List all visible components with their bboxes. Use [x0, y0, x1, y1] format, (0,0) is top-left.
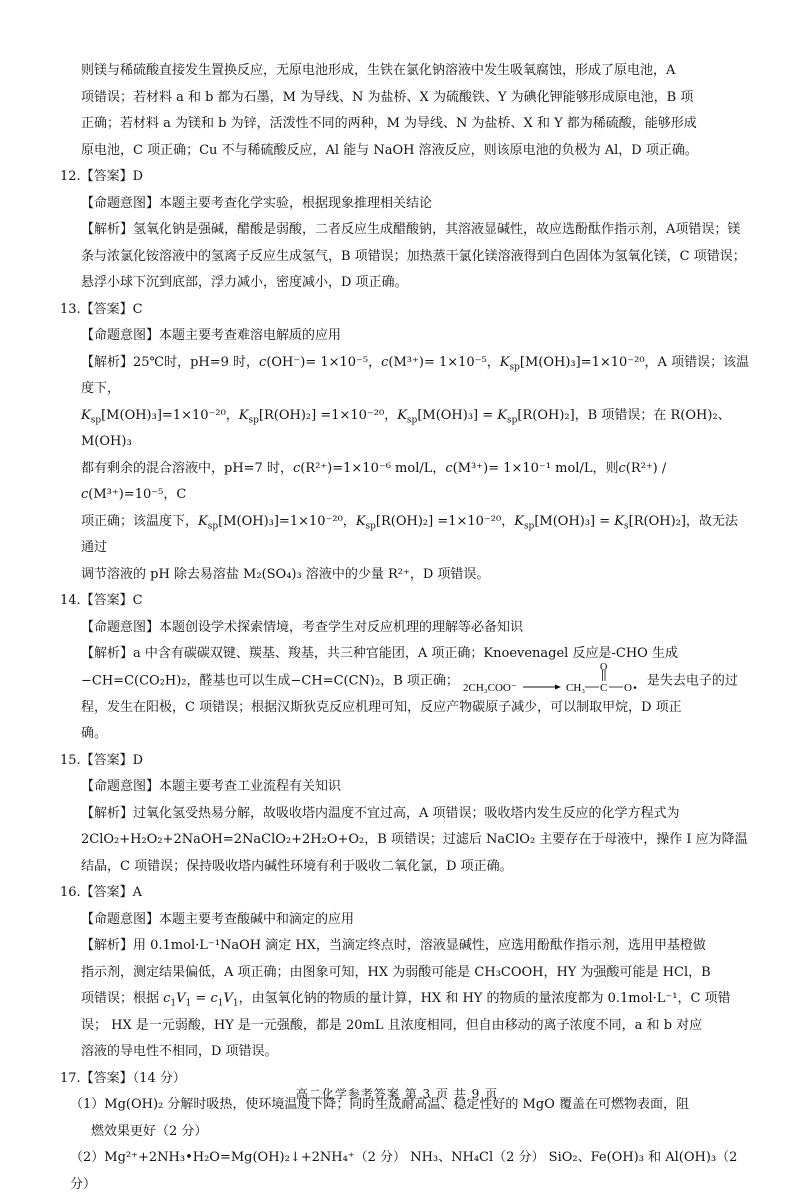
text-line: 原电池，C 项正确；Cu 不与稀硫酸反应，Al 能与 NaOH 溶液反应，则该原电池的负极为 Al，D 项正确。: [81, 142, 698, 158]
q12-intent: 【命题意图】本题主要考查化学实验，根据现象推理相关结论: [81, 195, 433, 211]
text-run: (R²⁺) /: [625, 460, 667, 476]
formula-ch3: CH₃: [565, 681, 586, 694]
symbol-sp: sp: [248, 415, 259, 426]
q13-intent: 【命题意图】本题主要考查难溶电解质的应用: [81, 328, 342, 343]
text-line: 正确；若材料 a 为镁和 b 为锌，活泼性不同的两种，M 为导线、N 为盐桥、X 和 Y 都为稀硫酸，能够形成: [81, 116, 697, 131]
text-line: 指示剂，测定结果偏低，A 项正确；由图象可知，HX 为弱酸可能是 CH₃COOH，HY 为强酸可能是 HCl，B: [81, 964, 711, 980]
text-line: 确。: [81, 726, 108, 741]
text-run: (R²⁺)=1×10⁻⁶ mol/L，: [300, 460, 446, 476]
text-line: 【解析】a 中含有碳碳双键、羰基、羧基，共三种官能团，A 项正确；Knoevenagel 反应是-CHO 生成: [81, 646, 678, 661]
symbol-c: c: [618, 460, 626, 476]
symbol-K: K: [238, 407, 249, 423]
symbol-V: V: [176, 991, 186, 1006]
text-run: (M³⁺)= 1×10⁻⁵，: [388, 354, 500, 370]
text-run: ，由氢氧化钠的物质的量计算，HX 和 HY 的物质的量浓度都为 0.1mol·L⁻¹，C 项错: [238, 991, 731, 1006]
q13-answer: 13.【答案】C: [60, 301, 143, 317]
text-run: (M³⁺)=10⁻⁵，C: [88, 487, 187, 502]
text-line: 程，发生在阳极，C 项错误；根据汉斯狄克反应机理可知，反应产物碳原子减少，可以制取甲烷，D 项正: [81, 699, 682, 715]
q17-answer: 17.【答案】（14 分）: [60, 1070, 186, 1086]
text-line: （1）Mg(OH)₂ 分解时吸热，使环境温度下降；同时生成耐高温、稳定性好的 MgO 覆盖在可燃物表面，阻: [70, 1097, 689, 1112]
q14-analysis: [60, 641, 750, 748]
symbol-s: s: [624, 521, 629, 532]
q17-part-2: （2）Mg²⁺+2NH₃•H₂O=Mg(OH)₂↓+2NH₄⁺（2 分） NH₃、NH₄Cl（2 分） SiO₂、Fe(OH)₃ 和 Al(OH)₃（2 分）: [70, 1150, 738, 1192]
symbol-K: K: [499, 354, 510, 370]
q11-analysis-tail: [60, 58, 750, 164]
symbol-sp: sp: [207, 521, 219, 532]
text-run: [R(OH)₂]，故无法通过: [81, 513, 738, 555]
symbol-c: c: [163, 991, 171, 1006]
symbol-K: K: [198, 513, 208, 529]
symbol-K: K: [497, 407, 507, 423]
symbol-c: c: [445, 460, 453, 476]
text-run: =: [191, 991, 211, 1006]
text-run: [M(OH)₃] =: [534, 513, 615, 529]
symbol-c: c: [81, 487, 89, 502]
text-line: [81, 661, 750, 695]
q15-intent: 【命题意图】本题主要考查工业流程有关知识: [81, 779, 342, 794]
text-run: (M³⁺)= 1×10⁻¹ mol/L，则: [452, 460, 619, 476]
text-run: 项错误；根据: [81, 991, 164, 1006]
symbol-c: c: [210, 991, 218, 1006]
text-line: 误； HX 是一元弱酸，HY 是一元强酸，都是 20mL 且浓度相同，但自由移动的离子浓度不同，a 和 b 对应: [81, 1017, 703, 1033]
text-line: 项错误；若材料 a 和 b 都为石墨，M 为导线、N 为盐桥、X 为硫酸铁、Y 为碘化钾能够形成原电池，B 项: [81, 89, 694, 105]
arrow-head: [555, 684, 561, 689]
text-line: [81, 986, 750, 1013]
symbol-c: c: [381, 354, 389, 370]
formula-reactant: 2CH₃COO⁻: [462, 681, 517, 694]
text-run: 是失去电子的过: [646, 673, 738, 688]
symbol-c: c: [292, 460, 301, 476]
text-line: 燃效果更好（2 分）: [91, 1123, 208, 1139]
q12-answer: 12.【答案】D: [60, 169, 144, 184]
symbol-V: V: [223, 991, 233, 1006]
formula-carbon: C: [599, 681, 608, 694]
text-run: 都有剩余的混合溶液中，pH=7 时，: [81, 460, 293, 476]
text-run: −CH=C(CO₂H)₂，醛基也可以生成−CH=C(CN)₂，B 项正确；: [81, 673, 459, 688]
q13-analysis: [60, 350, 750, 589]
q12-analysis: 【解析】氢氧化钠是强碱，醋酸是弱酸，二者反应生成醋酸钠，其溶液显碱性，故应选酚酞作指示剂，A项错误；镁条与浓氯化铵溶液中的氢离子反应生成氢气，B 项错误；加热蒸干氯化镁溶液得到白色固体为氢氧化镁，C 项错误；悬浮小球下沉到底部，浮力减小，密度减小，D 项正确。: [81, 222, 746, 290]
text-line: 溶液的导电性不相同，D 项错误。: [81, 1044, 278, 1059]
reaction-formula: [463, 662, 645, 698]
formula-top-oxygen: O: [599, 661, 608, 673]
symbol-sp: sp: [507, 415, 518, 426]
formula-oxygen: O: [623, 681, 632, 694]
symbol-K: K: [514, 513, 524, 529]
q14-answer: 14.【答案】C: [60, 593, 143, 608]
symbol-sp: sp: [509, 362, 520, 373]
text-run: 项正确；该温度下，: [81, 513, 199, 529]
text-line: 2ClO₂+H₂O₂+2NaOH=2NaClO₂+2H₂O+O₂，B 项错误；过滤后 NaClO₂ 主要存在于母液中，操作 I 应为降温: [81, 832, 748, 847]
symbol-c: c: [259, 354, 267, 370]
radical-dot: [634, 686, 637, 689]
page-footer: 高二化学参考答案 第 3 页 共 9 页: [295, 1087, 499, 1101]
symbol-sp: sp: [523, 521, 535, 532]
subscript-1: 1: [170, 998, 177, 1009]
symbol-K: K: [397, 407, 407, 423]
text-line: 则镁与稀硫酸直接发生置换反应，无原电池形成，生铁在氯化钠溶液中发生吸氧腐蚀，形成了原电池，A: [81, 63, 676, 78]
subscript-1: 1: [232, 998, 239, 1009]
q15-answer: 15.【答案】D: [60, 752, 144, 768]
text-run: (OH⁻)= 1×10⁻⁵，: [266, 354, 382, 370]
q15-analysis: [60, 801, 750, 881]
symbol-sp: sp: [406, 415, 418, 426]
text-line: 【解析】用 0.1mol·L⁻¹NaOH 滴定 HX，当滴定终点时，溶液显碱性，应选用酚酞作指示剂，选用甲基橙做: [81, 938, 706, 953]
subscript-1: 1: [185, 998, 192, 1009]
text-run: [R(OH)₂]，B 项错误；在 R(OH)₂、M(OH)₃: [81, 407, 731, 449]
text-run: [M(OH)₃] =: [417, 407, 498, 423]
document-body: [60, 58, 750, 1198]
text-run: 调节溶液的 pH 除去易溶盐 M₂(SO₄)₃ 溶液中的少量 R²⁺，D 项错误。: [81, 566, 490, 582]
symbol-K: K: [81, 407, 91, 423]
text-line: 【解析】过氧化氢受热易分解，故吸收塔内温度不宜过高，A 项错误；吸收塔内发生反应的化学方程式为: [81, 805, 680, 821]
text-run: [M(OH)₃]=1×10⁻²⁰，A 项错误；该温度下，: [81, 354, 750, 396]
text-run: [M(OH)₃]=1×10⁻²⁰，: [101, 407, 239, 423]
text-run: [M(OH)₃]=1×10⁻²⁰，: [218, 513, 356, 529]
subscript-1: 1: [217, 998, 224, 1009]
q16-answer: 16.【答案】A: [60, 885, 143, 900]
symbol-K: K: [355, 513, 366, 529]
q16-intent: 【命题意图】本题主要考查酸碱中和滴定的应用: [81, 911, 355, 927]
q16-analysis: [60, 933, 750, 1066]
symbol-sp: sp: [365, 521, 376, 532]
symbol-K: K: [614, 513, 625, 529]
text-run: 【解析】25℃时，pH=9 时，: [81, 354, 260, 370]
q14-intent: 【命题意图】本题创设学术探索情境，考查学生对反应机理的理解等必备知识: [81, 619, 524, 635]
text-run: [R(OH)₂] =1×10⁻²⁰，: [375, 513, 515, 529]
text-run: [R(OH)₂] =1×10⁻²⁰，: [258, 407, 398, 423]
text-line: 结晶，C 项错误；保持吸收塔内碱性环境有利于吸收二氧化氯，D 项正确。: [81, 858, 513, 874]
symbol-sp: sp: [90, 415, 102, 426]
